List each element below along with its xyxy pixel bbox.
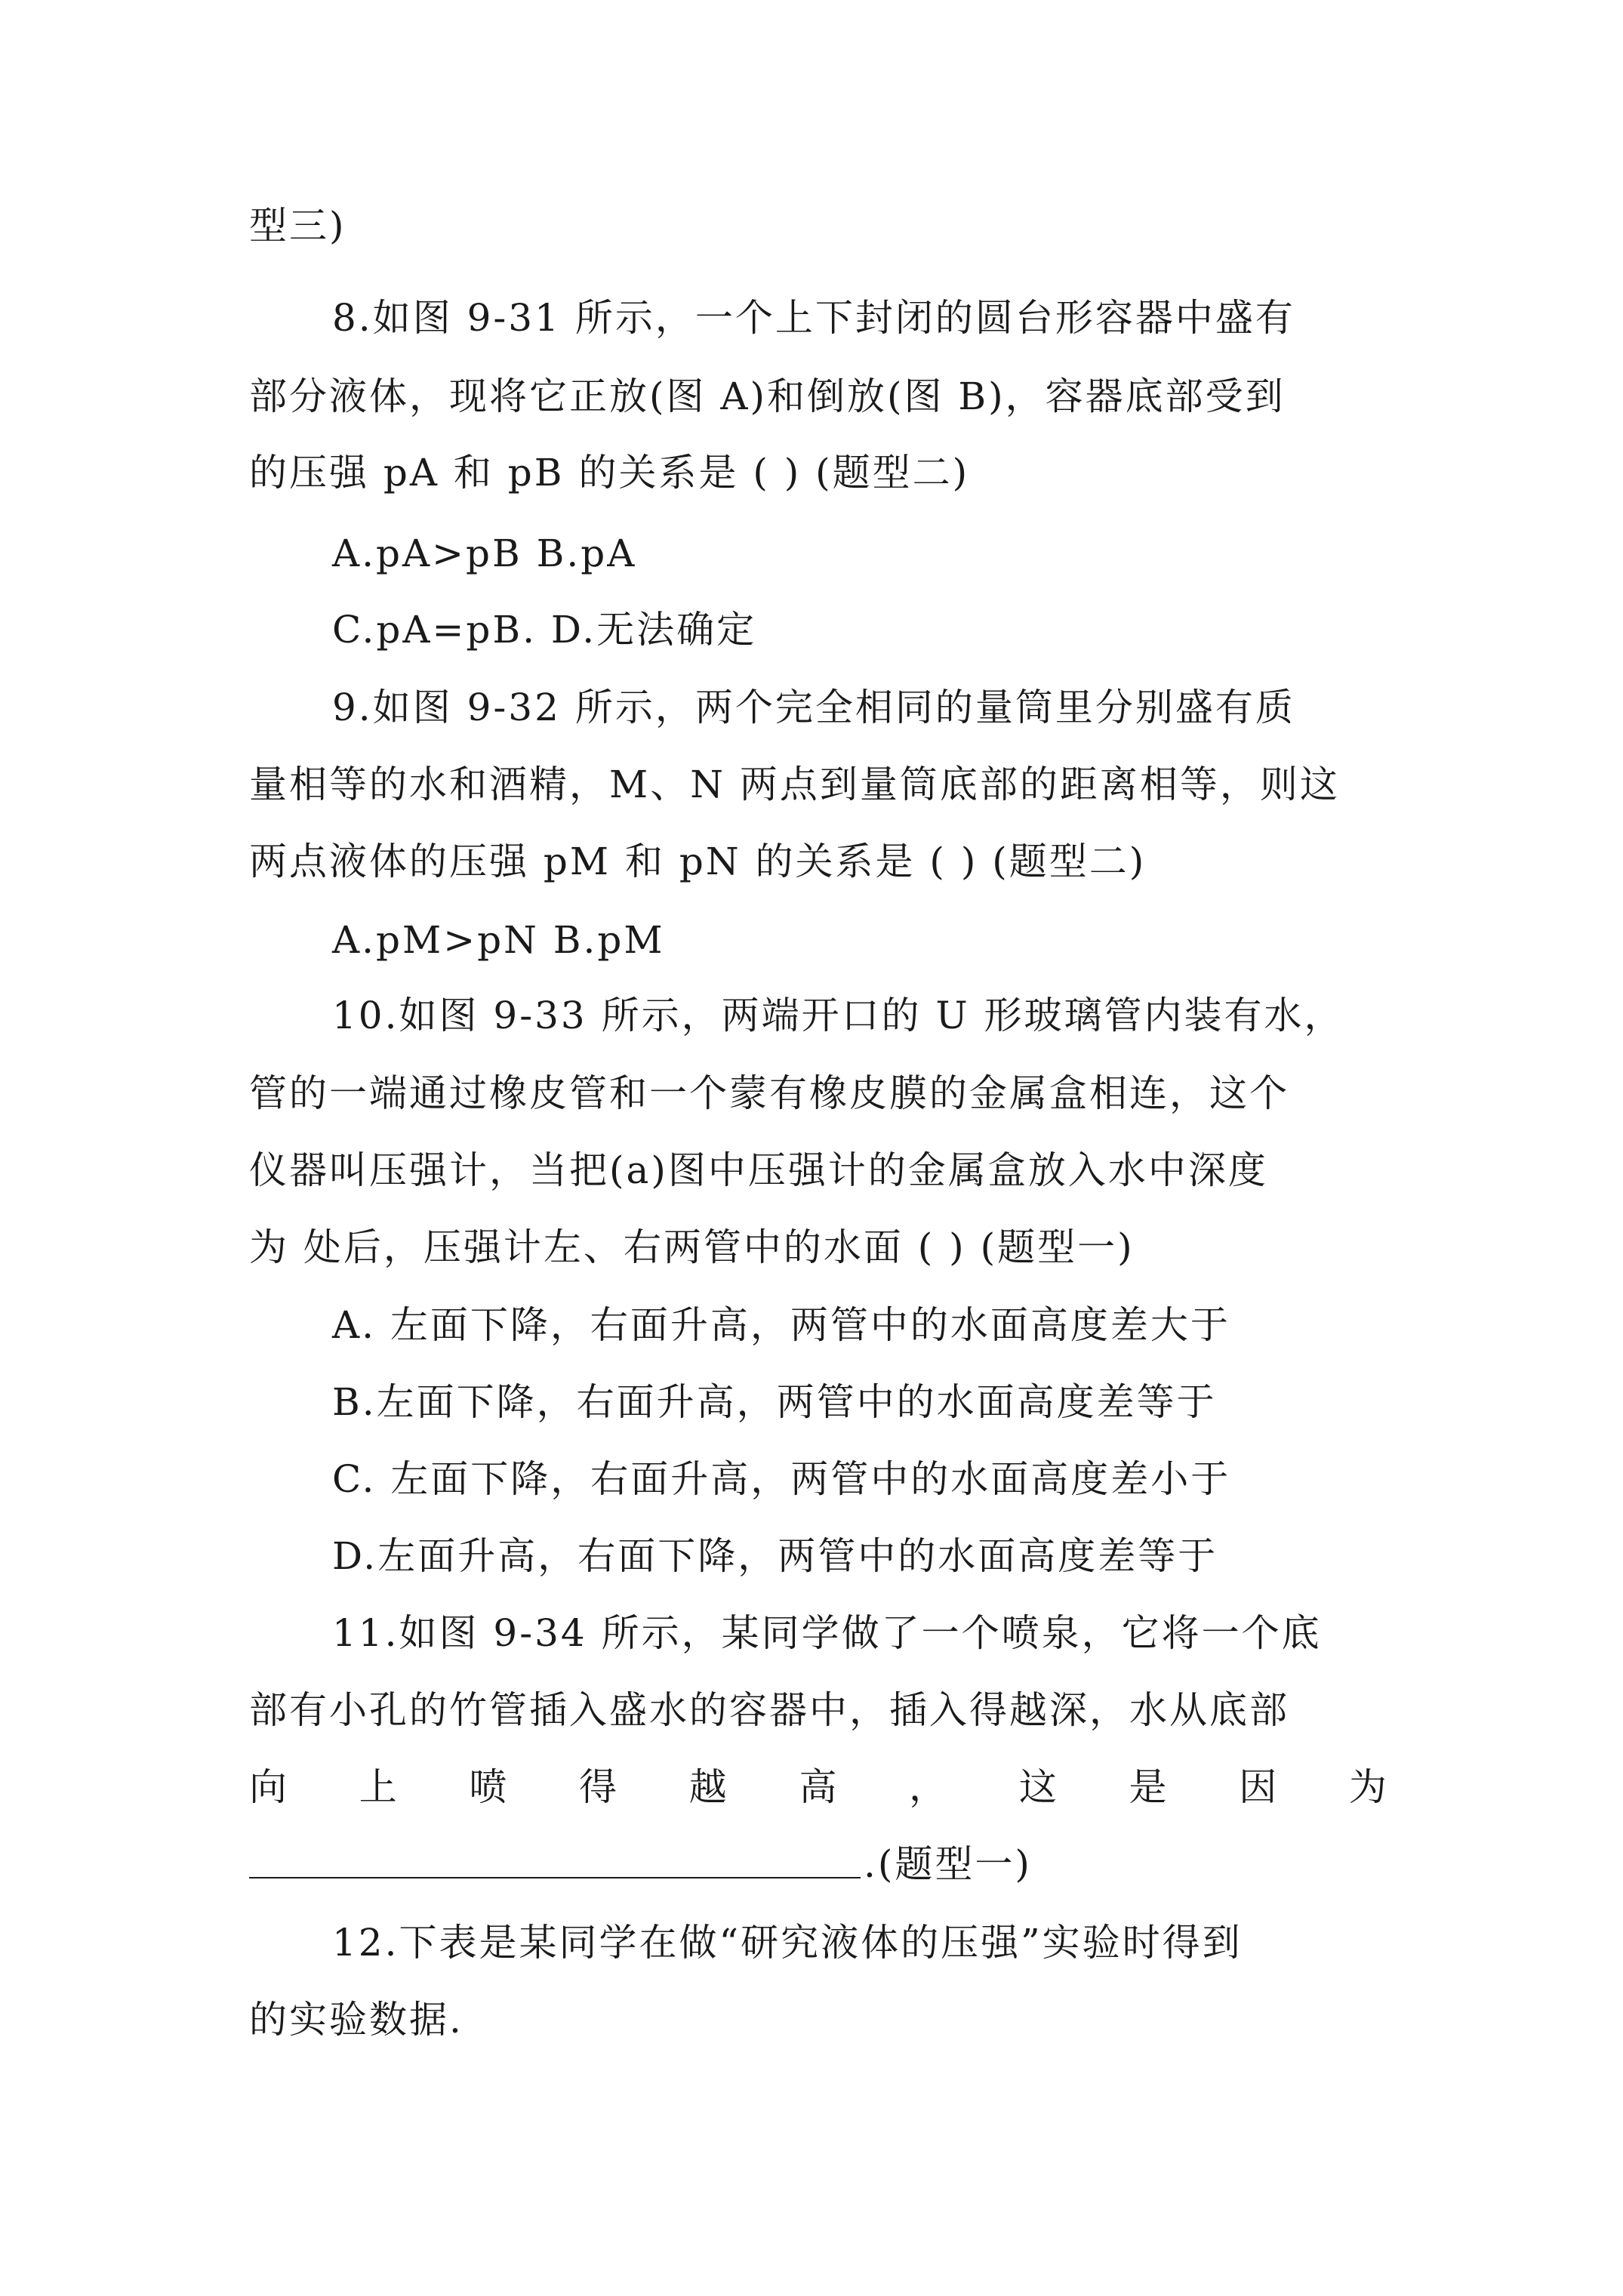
char: 向 <box>249 1765 289 1809</box>
option-line: A. 左面下降，右面升高，两管中的水面高度差大于 <box>332 1303 1230 1347</box>
question-10: 10.如图 9-33 所示，两端开口的 U 形玻璃管内装有水， <box>332 994 1344 1037</box>
text-line: 两点液体的压强 pM 和 pN 的关系是 ( ) (题型二) <box>249 840 1147 883</box>
blank-suffix: .(题型一) <box>864 1842 1032 1886</box>
option-line: B.左面下降，右面升高，两管中的水面高度差等于 <box>332 1380 1217 1424</box>
answer-blank <box>249 1838 861 1878</box>
question-11: 11.如图 9-34 所示，某同学做了一个喷泉，它将一个底 <box>332 1611 1322 1655</box>
char: 为 <box>1348 1765 1389 1809</box>
char: 是 <box>1129 1765 1169 1809</box>
text-line: 部分液体，现将它正放(图 A)和倒放(图 B)，容器底部受到 <box>249 374 1286 418</box>
text-line: 管的一端通过橡皮管和一个蒙有橡皮膜的金属盒相连，这个 <box>249 1071 1289 1115</box>
text-line: 的压强 pA 和 pB 的关系是 ( ) (题型二) <box>249 451 970 495</box>
char: 喷 <box>469 1765 510 1809</box>
char: 得 <box>579 1765 620 1809</box>
char: 因 <box>1239 1765 1280 1809</box>
text-line: 仪器叫压强计，当把(a)图中压强计的金属盒放入水中深度 <box>249 1148 1268 1192</box>
text-line: 量相等的水和酒精，M、N 两点到量筒底部的距离相等，则这 <box>249 763 1340 806</box>
char: 高 <box>799 1765 839 1809</box>
char: 这 <box>1018 1765 1059 1809</box>
answer-blank-line <box>249 1838 1032 1891</box>
char: 上 <box>359 1765 399 1809</box>
option-line: D.左面升高，右面下降，两管中的水面高度差等于 <box>332 1534 1218 1578</box>
text-line: 为 处后，压强计左、右两管中的水面 ( ) (题型一) <box>249 1225 1135 1269</box>
question-9: 9.如图 9-32 所示，两个完全相同的量筒里分别盛有质 <box>332 686 1295 729</box>
spread-text-line <box>249 1761 1389 1814</box>
char: ， <box>909 1765 950 1809</box>
option-line: C. 左面下降，右面升高，两管中的水面高度差小于 <box>332 1457 1231 1501</box>
text-line: 部有小孔的竹管插入盛水的容器中，插入得越深，水从底部 <box>249 1688 1289 1732</box>
char: 越 <box>688 1765 729 1809</box>
option-line: A.pA>pB B.pA <box>332 532 637 575</box>
option-line: C.pA=pB. D.无法确定 <box>332 608 757 652</box>
text-line: 的实验数据. <box>249 1998 463 2042</box>
question-8: 8.如图 9-31 所示，一个上下封闭的圆台形容器中盛有 <box>332 296 1295 340</box>
question-12: 12.下表是某同学在做“研究液体的压强”实验时得到 <box>332 1921 1243 1965</box>
option-line: A.pM>pN B.pM <box>332 918 665 962</box>
text-line: 型三) <box>249 204 346 248</box>
